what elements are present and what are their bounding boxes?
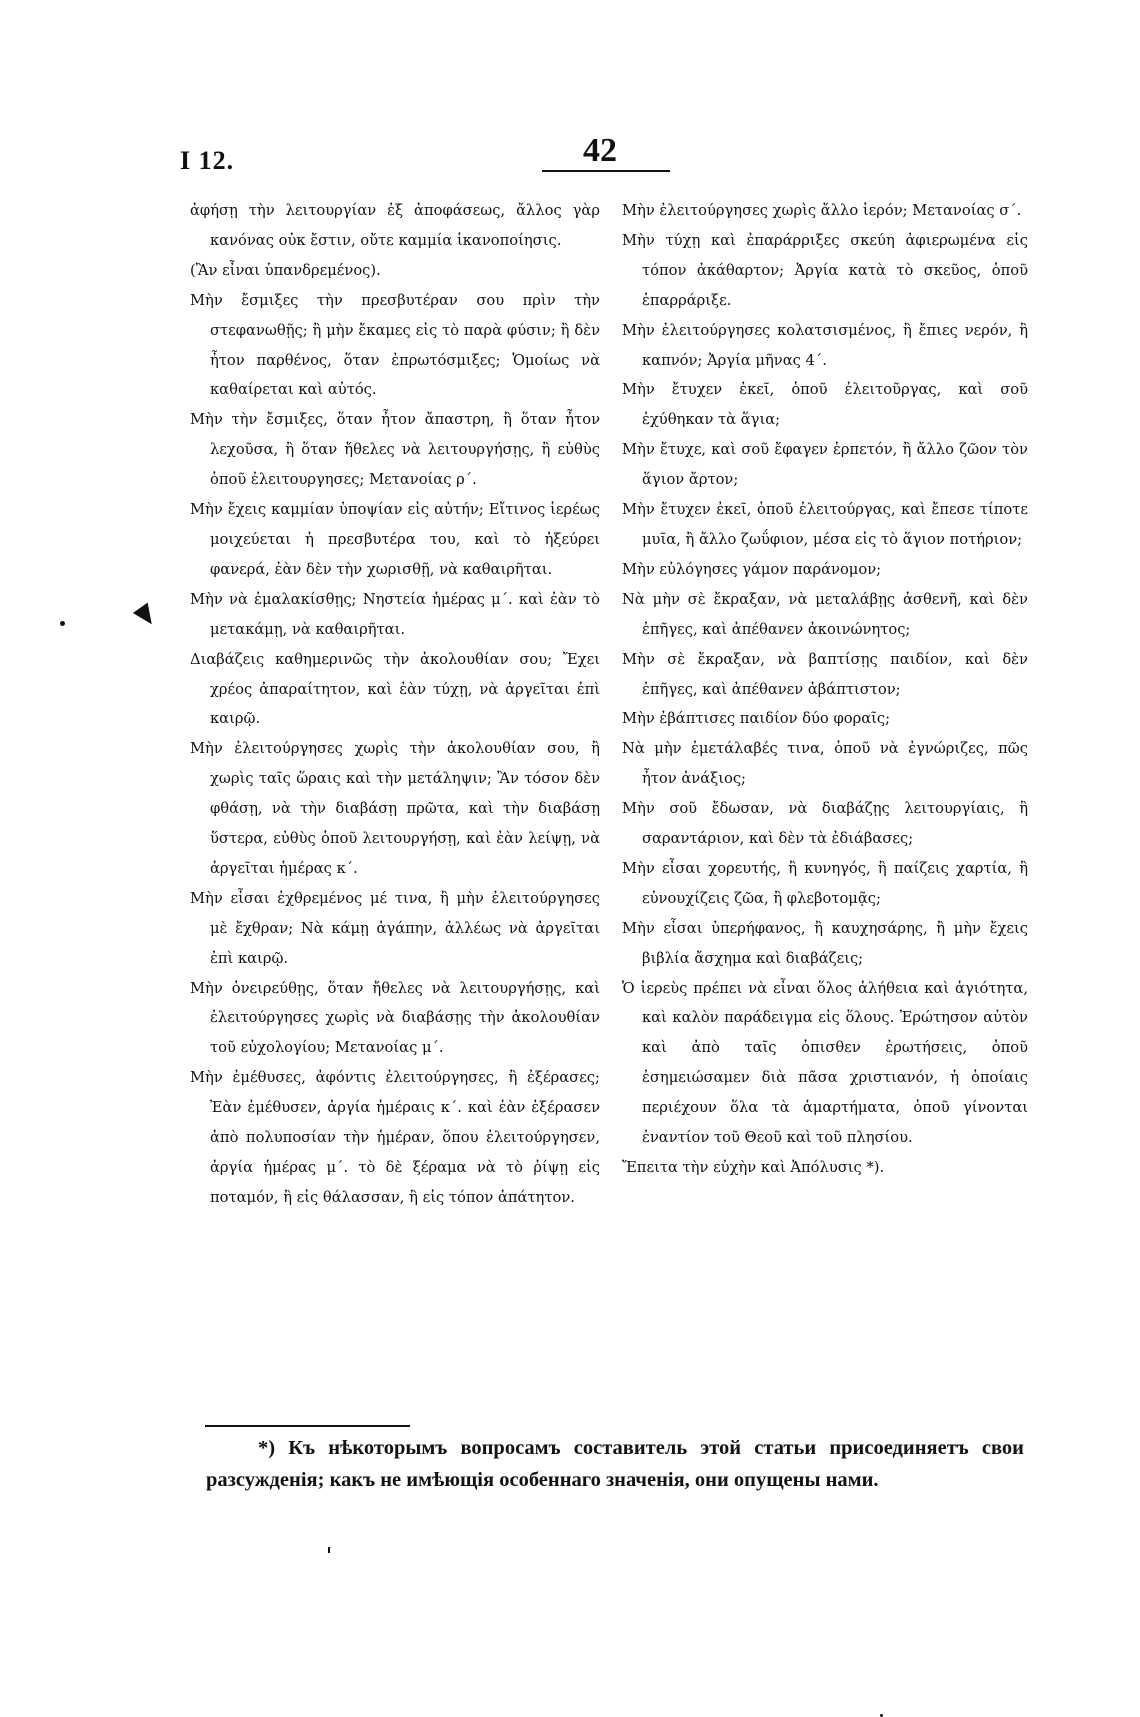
paragraph: Νὰ μὴν σὲ ἔκραξαν, νὰ μεταλάβῃς ἀσθενῆ, καὶ δὲν ἐπῆγες, καὶ ἀπέθανεν ἀκοινώνητος; — [622, 590, 1028, 638]
ink-blot-mark — [133, 603, 159, 630]
paragraph: Νὰ μὴν ἐμετάλαβές τινα, ὁποῦ νὰ ἐγνώριζες, πῶς ἦτον ἀνάξιος; — [622, 740, 1028, 788]
paragraph: Ὁ ἱερεὺς πρέπει νὰ εἶναι ὅλος ἀλήθεια καὶ ἁγιότητα, καὶ καλὸν παράδειγμα εἰς ὅλους. Ἐρώτησον αὐτὸν καὶ ἀπὸ ταῖς ὀπισθεν ἐρωτήσεις, ὁποῦ ἐσημειώσαμεν διὰ πᾶσα χριστιανόν, ἡ ὁποίαις περιέχουν ὅλα τὰ ἁμαρτήματα, ὁποῦ γίνονται ἐναντίον τοῦ Θεοῦ καὶ τοῦ πλησίου. — [622, 979, 1028, 1147]
paragraph: Μὴν τύχῃ καὶ ἐπαράρριξες σκεύη ἀφιερωμένα εἰς τόπον ἀκάθαρτον; Ἀργία κατὰ τὸ σκεῦος, ὁποῦ ἐπαρράριξε. — [622, 231, 1028, 309]
speck-mark — [328, 1547, 330, 1553]
footnote-rule — [205, 1425, 410, 1427]
speck-mark — [60, 621, 65, 626]
paragraph: ἀφήσῃ τὴν λειτουργίαν ἐξ ἀποφάσεως, ἄλλος γὰρ κανόνας οὐκ ἔστιν, οὔτε καμμία ἱκανοποίησις. — [190, 202, 600, 249]
paragraph: Μὴν ἐλειτούργησες κολατσισμένος, ἢ ἔπιες νερόν, ἢ καπνόν; Ἀργία μῆνας 4΄. — [622, 321, 1028, 369]
paragraph: Μὴν ἔσμιξες τὴν πρεσβυτέραν σου πρὶν τὴν στεφανωθῇς; ἢ μὴν ἔκαμες εἰς τὸ παρὰ φύσιν; ἢ δὲν ἦτον παρθένος, ὅταν ἐπρωτόσμιξες; Ὁμοίως νὰ καθαίρεται καὶ αὐτός. — [190, 291, 600, 399]
paragraph: Μὴν ἔχεις καμμίαν ὑποψίαν εἰς αὐτήν; Εἴτινος ἱερέως μοιχεύεται ἡ πρεσβυτέρα του, καὶ τὸ ἠξεύρει φανερά, ἐὰν δὲν τὴν χωρισθῇ, νὰ καθαιρῆται. — [190, 501, 600, 578]
paragraph: Μὴν εὐλόγησες γάμον παράνομον; — [622, 560, 882, 578]
paragraph: Μὴν τὴν ἔσμιξες, ὅταν ἦτον ἄπαστρη, ἢ ὅταν ἦτον λεχοῦσα, ἢ ὅταν ἤθελες νὰ λειτουργήσῃς, ἢ εὐθὺς ὁποῦ ἐλειτουργησες; Μετανοίας ρ΄. — [190, 411, 600, 489]
left-column — [190, 196, 600, 1213]
paragraph: Ἔπειτα τὴν εὐχὴν καὶ Ἀπόλυσις *). — [622, 1159, 885, 1176]
paragraph: Μὴν ἐλειτούργησες χωρὶς ἄλλο ἱερόν; Μετανοίας σ΄. — [622, 202, 1022, 219]
paragraph: Μὴν ἐμέθυσες, ἀφόντις ἐλειτούργησες, ἢ ἐξέρασες; Ἐὰν ἐμέθυσεν, ἀργία ἡμέραις κ΄. καὶ ἐὰν ἐξέρασεν ἀπὸ πολυποσίαν τὴν ἡμέραν, ὅπου ἐλειτούργησεν, ἀργία ἡμέρας μ΄. τὸ δὲ ξέραμα νὰ τὸ ῥίψῃ εἰς ποταμόν, ἢ εἰς θάλασσαν, ἢ εἰς τόπον ἀπάτητον. — [190, 1069, 600, 1206]
paragraph: Μὴν ἔτυχεν ἐκεῖ, ὁποῦ ἐλειτοῦργας, καὶ σοῦ ἐχύθηκαν τὰ ἅγια; — [622, 381, 1028, 429]
paragraph: Μὴν ἐβάπτισες παιδίον δύο φοραῖς; — [622, 710, 891, 728]
paragraph: Μὴν νὰ ἐμαλακίσθῃς; Νηστεία ἡμέρας μ΄. καὶ ἐὰν τὸ μετακάμῃ, νὰ καθαιρῆται. — [190, 590, 600, 638]
paragraph: Μὴν εἶσαι χορευτής, ἢ κυνηγός, ἢ παίζεις χαρτία, ἢ εὐνουχίζεις ζῶα, ἢ φλεβοτομᾷς; — [622, 859, 1028, 907]
paragraph: Διαβάζεις καθημερινῶς τὴν ἀκολουθίαν σου; Ἔχει χρέος ἀπαραίτητον, καὶ ἐὰν τύχῃ, νὰ ἀργεῖται ἐπὶ καιρῷ. — [190, 650, 600, 728]
paragraph: Μὴν ἔτυχε, καὶ σοῦ ἔφαγεν ἑρπετόν, ἢ ἄλλο ζῶον τὸν ἅγιον ἄρτον; — [622, 441, 1028, 489]
paragraph: Μὴν ἔτυχεν ἐκεῖ, ὁποῦ ἐλειτούργας, καὶ ἔπεσε τίποτε μυῖα, ἢ ἄλλο ζωΰφιον, μέσα εἰς τὸ ἅγιον ποτήριον; — [622, 501, 1028, 548]
paragraph: Μὴν ἐλειτούργησες χωρὶς τὴν ἀκολουθίαν σου, ἢ χωρὶς ταῖς ὥραις καὶ τὴν μετάληψιν; Ἂν τόσον δὲν φθάσῃ, νὰ τὴν διαβάσῃ πρῶτα, καὶ τὴν διαβάσῃ ὕστερα, εὐθὺς ὁποῦ λειτουργήσῃ, καὶ ἐὰν λείψῃ, νὰ ἀργεῖται ἡμέρας κ΄. — [190, 740, 600, 877]
paragraph: Μὴν σοῦ ἔδωσαν, νὰ διαβάζῃς λειτουργίαις, ἢ σαραντάριον, καὶ δὲν τὰ ἐδιάβασες; — [622, 800, 1028, 848]
header-rule — [542, 170, 670, 172]
page-number: 42 — [583, 132, 617, 169]
signature-mark: I 12. — [180, 146, 235, 175]
right-column — [622, 196, 1028, 1183]
paragraph: Μὴν σὲ ἔκραξαν, νὰ βαπτίσῃς παιδίον, καὶ δὲν ἐπῆγες, καὶ ἀπέθανεν ἀβάπτιστον; — [622, 650, 1028, 698]
paragraph: Μὴν ὀνειρεύθῃς, ὅταν ἤθελες νὰ λειτουργήσῃς, καὶ ἐλειτούργησες χωρὶς νὰ διαβάσῃς τὴν ἀκολουθίαν τοῦ εὐχολογίου; Μετανοίας μ΄. — [190, 979, 600, 1057]
paragraph: (Ἂν εἶναι ὑπανδρεμένος). — [190, 261, 381, 279]
paragraph: Μὴν εἶσαι ὑπερήφανος, ἢ καυχησάρης, ἢ μὴν ἔχεις βιβλία ἄσχημα καὶ διαβάζεις; — [622, 919, 1028, 967]
paragraph: Μὴν εἶσαι ἐχθρεμένος μέ τινα, ἢ μὴν ἐλειτούργησες μὲ ἔχθραν; Νὰ κάμῃ ἀγάπην, ἀλλέως νὰ ἀργεῖται ἐπὶ καιρῷ. — [190, 889, 600, 967]
footnote — [206, 1432, 1024, 1496]
footnote-text: *) Къ нѣкоторымъ вопросамъ составитель этой статьи присоединяетъ свои разсужденія; какъ не имѣющія особеннаго значенія, они опущены нами. — [206, 1437, 1024, 1491]
